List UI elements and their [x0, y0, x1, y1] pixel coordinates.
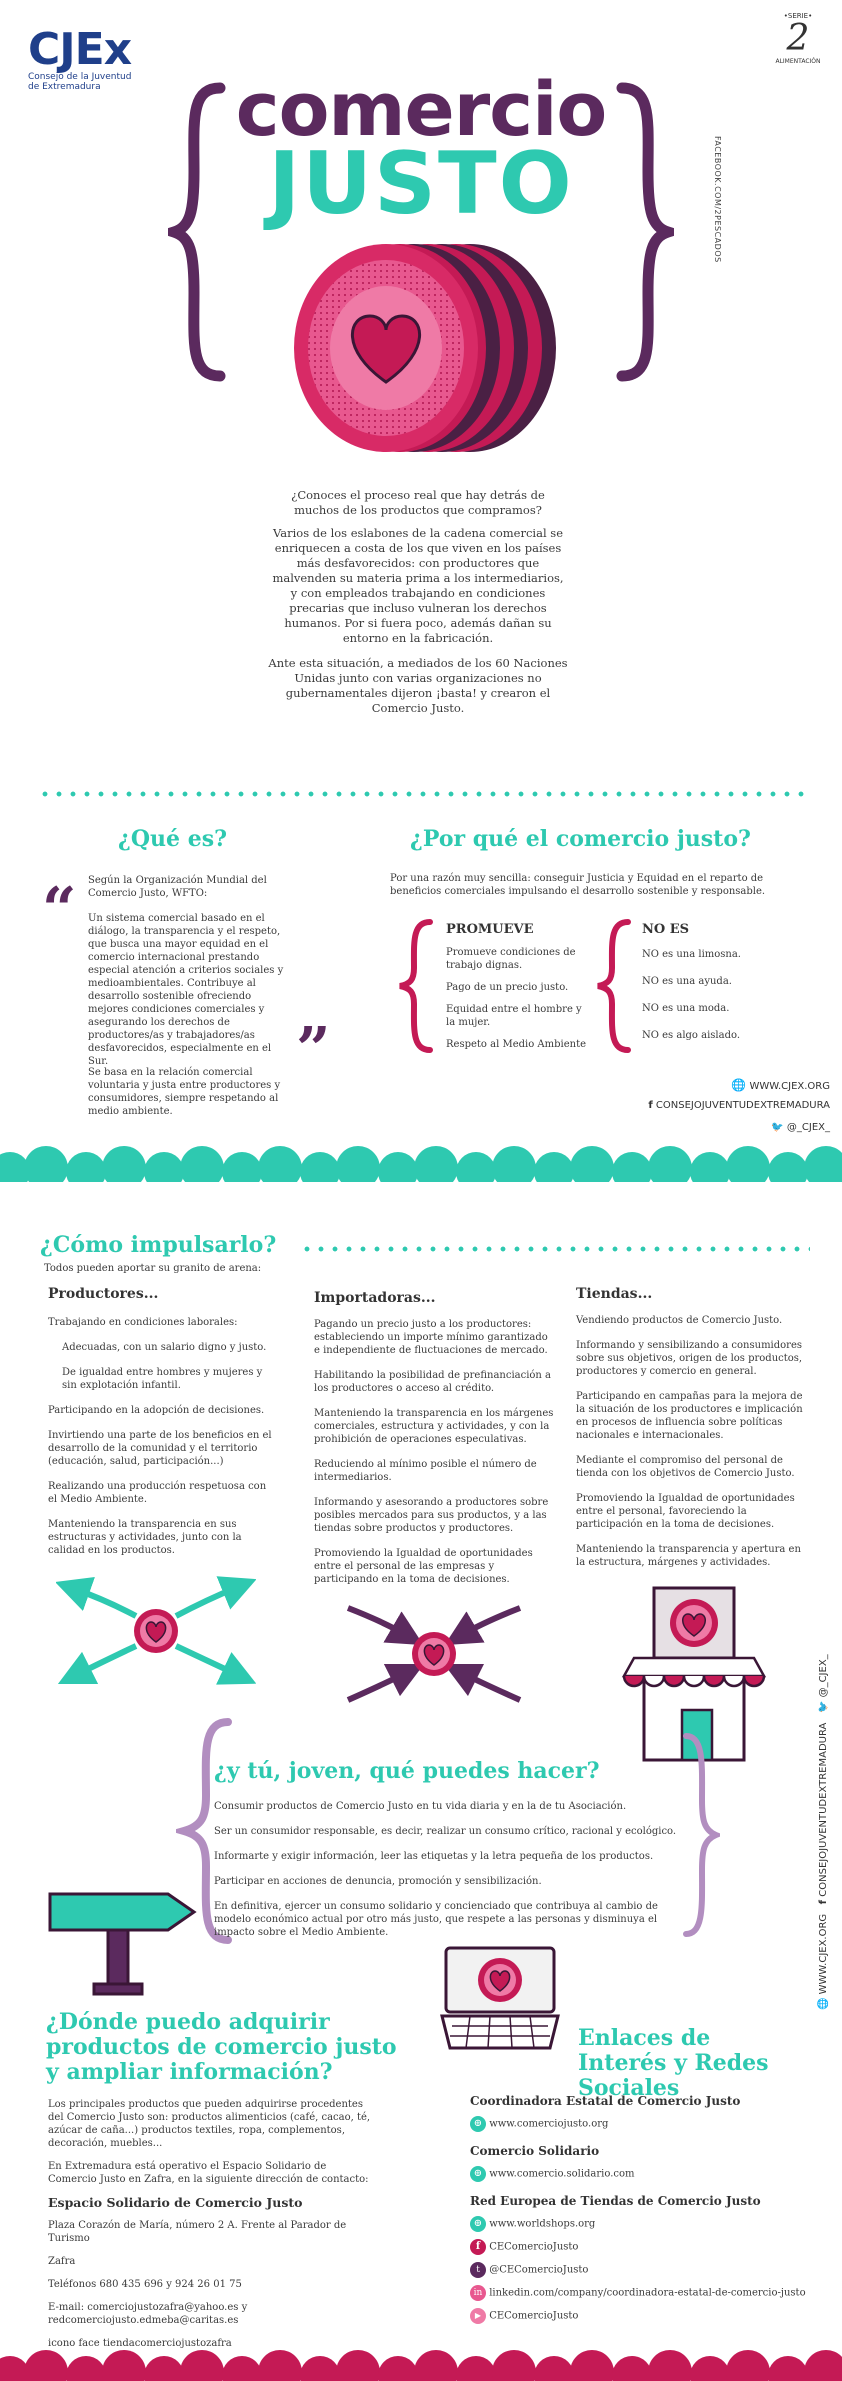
link-text: linkedin.com/company/coordinadora-estatal-de-comercio-justo [489, 2287, 806, 2299]
social-links-top [600, 1078, 830, 1144]
tiendas-item: Informando y sensibilizando a consumidores sobre sus objetivos, origen de los productos, productores y comercio en general. [576, 1340, 803, 1377]
tiendas-item: Promoviendo la Igualdad de oportunidades entre el personal, favoreciendo la participación en la toma de decisiones. [576, 1493, 795, 1530]
coin-stack-heart-illustration [270, 232, 590, 462]
importadoras-item: Pagando un precio justo a los productores: estableciendo un importe mínimo garantizado e independiente de fluctuaciones de mercado. [314, 1319, 548, 1356]
logo-subtitle-2: de Extremadura [28, 82, 101, 92]
vertical-twitter: @_CJEX_ [818, 1654, 829, 1698]
tiendas-item: Participando en campañas para la mejora de la situación de los productores e implicación en procesos de influencia sobre políticas nacionales e internacionales. [576, 1391, 803, 1441]
web-link-text: WWW.CJEX.ORG [749, 1081, 830, 1092]
facebook-link-text: CONSEJOJUVENTUDEXTREMADURA [655, 1100, 830, 1111]
series-number: 2 [786, 18, 810, 59]
importadoras-item: Habilitando la posibilidad de prefinanciación a los productores o acceso al crédito. [314, 1370, 552, 1394]
globe-icon: ⊕ [470, 2216, 486, 2232]
arrows-outward-heart-illustration [56, 1560, 256, 1700]
facebook-icon: f [648, 1100, 653, 1111]
promueve-brace [396, 918, 436, 1054]
twitter-link-text: @_CJEX_ [786, 1122, 830, 1133]
joven-list [214, 1800, 684, 1939]
place-facebook[interactable]: icono face tiendacomerciojustozafra [48, 2338, 232, 2349]
arrows-inward-heart-illustration [334, 1588, 534, 1718]
link-text: www.comerciojusto.org [489, 2118, 609, 2130]
group-2-title: Comercio Solidario [470, 2144, 600, 2158]
no-es-list [642, 948, 782, 1051]
place-phones: Teléfonos 680 435 696 y 924 26 01 75 [48, 2279, 242, 2290]
quote-close-icon: ” [296, 1015, 331, 1085]
productores-item: Invirtiendo una parte de los beneficios en el desarrollo de la comunidad y el territorio (educación, salud, participación...) [48, 1430, 272, 1467]
place-title: Espacio Solidario de Comercio Justo [48, 2195, 303, 2210]
facebook-icon: f [470, 2239, 486, 2255]
globe-icon: 🌐 [731, 1078, 747, 1092]
scallop-border-crimson [0, 2344, 842, 2381]
group-3-title: Red Europea de Tiendas de Comercio Justo [470, 2194, 761, 2208]
productores-list [48, 1316, 278, 1569]
importadoras-item: Reduciendo al mínimo posible el número de intermediarios. [314, 1459, 537, 1483]
globe-icon: ⊕ [470, 2166, 486, 2182]
impulsar-heading: ¿Cómo impulsarlo? [40, 1232, 277, 1258]
importadoras-item: Promoviendo la Igualdad de oportunidades entre el personal de las empresas y participando en la toma de decisiones. [314, 1548, 533, 1585]
intro-paragraph-2: Varios de los eslabones de la cadena comercial se enriquecen a costa de los que viven en los países más desfavorecidos: con productores que malvenden su materia prima a los intermediarios, y con empleados trabajando en condiciones precarias que incluso vulneran los derechos humanos. Por si fuera poco, además dañan su entorno en la fabricación. [272, 526, 564, 645]
logo-subtitle-1: Consejo de la Juventud [28, 72, 132, 82]
productores-title: Productores... [48, 1286, 159, 1302]
joven-item: En definitiva, ejercer un consumo solidario y concienciado que contribuya al cambio de modelo económico actual por otro más justo, que respete a las personas y disminuya el impacto sobre el Medio Ambiente. [214, 1901, 658, 1938]
promueve-item: Pago de un precio justo. [446, 982, 569, 993]
joven-item: Informarte y exigir información, leer las etiquetas y la letra pequeña de los productos. [214, 1851, 654, 1862]
cjex-logo[interactable] [28, 24, 148, 98]
no-es-item: NO es una moda. [642, 1003, 730, 1014]
link-text: www.comercio.solidario.com [489, 2168, 635, 2180]
intro-text [268, 488, 568, 716]
donde-heading: ¿Dónde puedo adquirir productos de comercio justo y ampliar información? [46, 2009, 397, 2085]
dotted-divider-2 [300, 1246, 810, 1252]
productores-item: Adecuadas, con un salario digno y justo. [62, 1342, 267, 1353]
promueve-item: Equidad entre el hombre y la mujer. [446, 1004, 582, 1028]
no-es-item: NO es una limosna. [642, 949, 741, 960]
importadoras-list [314, 1318, 554, 1598]
tiendas-item: Vendiendo productos de Comercio Justo. [576, 1315, 783, 1326]
intro-paragraph-3: Ante esta situación, a mediados de los 60 Naciones Unidas junto con varias organizaciones no gubernamentales dijeron ¡basta! y crearon el Comercio Justo. [268, 656, 568, 715]
link-text: CEComercioJusto [489, 2310, 579, 2322]
link-row[interactable] [470, 2239, 810, 2255]
computer-heart-illustration [440, 1944, 560, 2054]
link-row[interactable] [470, 2216, 810, 2232]
signpost-illustration [44, 1888, 204, 1998]
title-line-2: JUSTO [268, 134, 574, 234]
productores-item: Participando en la adopción de decisiones. [48, 1405, 265, 1416]
logo-text: CJEx [28, 24, 132, 75]
enlaces-list [470, 2094, 810, 2324]
joven-item: Participar en acciones de denuncia, promoción y sensibilización. [214, 1876, 542, 1887]
por-que-intro: Por una razón muy sencilla: conseguir Justicia y Equidad en el reparto de beneficios comerciales impulsando el desarrollo sostenible y responsable. [390, 873, 766, 897]
tiendas-title: Tiendas... [576, 1286, 653, 1302]
joven-item: Ser un consumidor responsable, es decir, realizar un consumo crítico, racional y ecológico. [214, 1826, 677, 1837]
link-row[interactable] [470, 2166, 810, 2182]
tiendas-list [576, 1314, 806, 1581]
series-badge [768, 12, 828, 65]
place-email-2[interactable]: redcomerciojusto.edmeba@caritas.es [48, 2315, 239, 2326]
facebook-icon: f [818, 1899, 829, 1905]
linkedin-icon: in [470, 2285, 486, 2301]
link-row[interactable] [470, 2308, 810, 2324]
intro-paragraph-1: ¿Conoces el proceso real que hay detrás de muchos de los productos que compramos? [291, 488, 545, 517]
tiendas-item: Manteniendo la transparencia y apertura en la estructura, márgenes y actividades. [576, 1544, 801, 1568]
group-1-title: Coordinadora Estatal de Comercio Justo [470, 2094, 741, 2108]
vertical-facebook: CONSEJOJUVENTUDEXTREMADURA [818, 1722, 829, 1897]
web-link[interactable] [600, 1078, 830, 1100]
productores-item: Manteniendo la transparencia en sus estructuras y actividades, junto con la calidad en los productos. [48, 1519, 242, 1556]
link-text: @CEComercioJusto [489, 2264, 589, 2276]
twitter-icon: 🐦 [771, 1122, 784, 1133]
donde-paragraph-1: Los principales productos que pueden adquirirse procedentes del Comercio Justo son: productos alimenticios (café, cacao, té, azúcar de caña...) productos textiles, ropa, complementos, decoración, muebles... [48, 2099, 371, 2149]
promueve-item: Promueve condiciones de trabajo dignas. [446, 947, 576, 971]
scallop-border-teal [0, 1138, 842, 1190]
globe-icon: ⊕ [470, 2116, 486, 2132]
dotted-divider-1 [38, 791, 808, 797]
series-caption: ALIMENTACIÓN [775, 58, 821, 65]
productores-item: De igualdad entre hombres y mujeres y sin explotación infantil. [62, 1367, 263, 1391]
globe-icon: 🌐 [818, 1997, 829, 2010]
twitter-icon: 🐦 [818, 1700, 829, 1714]
link-row[interactable] [470, 2262, 810, 2278]
joven-heading: ¿y tú, joven, qué puedes hacer? [214, 1758, 600, 1784]
importadoras-item: Manteniendo la transparencia en los márgenes comerciales, estructura y actividades, y con la prohibición de operaciones especulativas. [314, 1408, 554, 1445]
youtube-icon: ▶ [470, 2308, 486, 2324]
no-es-title: NO ES [642, 922, 690, 937]
title-line-1: comercio [235, 67, 607, 153]
que-es-paragraph-2: Se basa en la relación comercial voluntaria y justa entre productores y consumidores, siempre respetando al medio ambiente. [88, 1067, 281, 1117]
quote-open-icon: “ [42, 875, 77, 945]
place-email-1[interactable]: E-mail: comerciojustozafra@yahoo.es y [48, 2302, 248, 2313]
twitter-icon: t [470, 2262, 486, 2278]
series-label: •SERIE• [783, 12, 813, 20]
que-es-quote: Un sistema comercial basado en el diálogo, la transparencia y el respeto, que busca una mayor equidad en el comercio internacional prestando especial atención a criterios sociales y medioambientales. Contribuye al desarrollo sostenible ofreciendo mejores condiciones comerciales y asegurando los derechos de productores/as y trabajadores/as desfavorecidos, especialmente en el Sur. [88, 913, 284, 1067]
place-address: Plaza Corazón de María, número 2 A. Frente al Parador de Turismo [48, 2220, 347, 2244]
impulsar-intro: Todos pueden aportar su granito de arena: [44, 1263, 262, 1274]
importadoras-item: Informando y asesorando a productores sobre posibles mercados para sus productos, y a las tiendas sobre productos y productores. [314, 1497, 549, 1534]
joven-item: Consumir productos de Comercio Justo en tu vida diaria y en la de tu Asociación. [214, 1801, 627, 1812]
enlaces-heading: Enlaces de Interés y Redes Sociales [578, 2025, 769, 2101]
link-text: www.worldshops.org [489, 2218, 596, 2230]
que-es-heading: ¿Qué es? [118, 826, 227, 852]
promueve-item: Respeto al Medio Ambiente [446, 1039, 587, 1050]
no-es-item: NO es una ayuda. [642, 976, 732, 987]
vertical-web: WWW.CJEX.ORG [818, 1913, 829, 1995]
vertical-social-text [818, 1550, 829, 2010]
no-es-item: NO es algo aislado. [642, 1030, 740, 1041]
promueve-list [446, 946, 586, 1060]
link-row[interactable] [470, 2285, 810, 2301]
productores-item: Trabajando en condiciones laborales: [48, 1317, 238, 1328]
productores-item: Realizando una producción respetuosa con el Medio Ambiente. [48, 1481, 267, 1505]
por-que-heading: ¿Por qué el comercio justo? [410, 826, 751, 852]
link-text: CEComercioJusto [489, 2241, 579, 2253]
no-es-brace [594, 918, 634, 1054]
joven-brace-right [680, 1730, 720, 1940]
que-es-intro: Según la Organización Mundial del Comercio Justo, WFTO: [88, 875, 267, 899]
importadoras-title: Importadoras... [314, 1290, 436, 1306]
promueve-title: PROMUEVE [446, 922, 534, 937]
facebook-vertical-text: FACEBOOK.COM/2PESCADOS [713, 136, 722, 263]
place-city: Zafra [48, 2256, 76, 2267]
donde-paragraph-2: En Extremadura está operativo el Espacio Solidario de Comercio Justo en Zafra, en la siguiente dirección de contacto: [48, 2161, 369, 2185]
tiendas-item: Mediante el compromiso del personal de tienda con los objetivos de Comercio Justo. [576, 1455, 795, 1479]
link-row[interactable] [470, 2116, 810, 2132]
facebook-link[interactable] [600, 1100, 830, 1122]
donde-text [48, 2098, 378, 2350]
